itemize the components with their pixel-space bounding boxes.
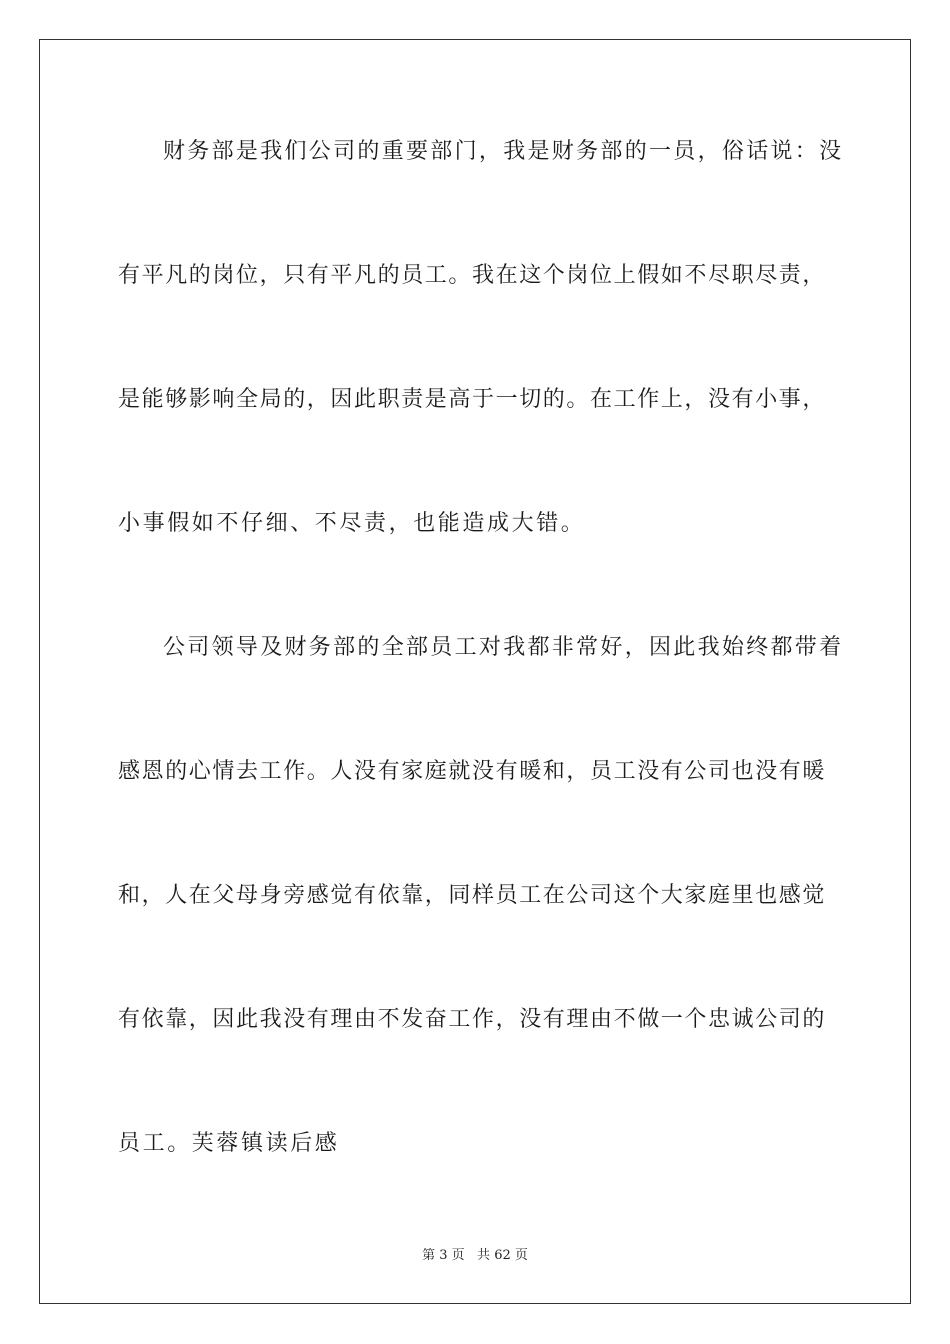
- paragraph-2-line-1: 公司领导及财务部的全部员工对我都非常好，因此我始终都带着: [163, 635, 844, 660]
- paragraph-1-line-2: 有平凡的岗位，只有平凡的员工。我在这个岗位上假如不尽职尽责，: [118, 263, 827, 288]
- paragraph-2-line-5: 员工。芙蓉镇读后感: [118, 1131, 340, 1156]
- page-border: [39, 39, 911, 1304]
- paragraph-2-line-4: 有依靠，因此我没有理由不发奋工作，没有理由不做一个忠诚公司的: [118, 1007, 827, 1032]
- paragraph-1-line-3: 是能够影响全局的，因此职责是高于一切的。在工作上，没有小事，: [118, 387, 827, 412]
- paragraph-1-line-1: 财务部是我们公司的重要部门，我是财务部的一员，俗话说：没: [163, 139, 844, 164]
- paragraph-2-line-2: 感恩的心情去工作。人没有家庭就没有暖和，员工没有公司也没有暖: [118, 759, 827, 784]
- page-number-footer: 第 3 页 共 62 页: [422, 1248, 528, 1263]
- paragraph-2-line-3: 和，人在父母身旁感觉有依靠，同样员工在公司这个大家庭里也感觉: [118, 883, 827, 908]
- paragraph-1-line-4: 小事假如不仔细、不尽责，也能造成大错。: [118, 511, 586, 536]
